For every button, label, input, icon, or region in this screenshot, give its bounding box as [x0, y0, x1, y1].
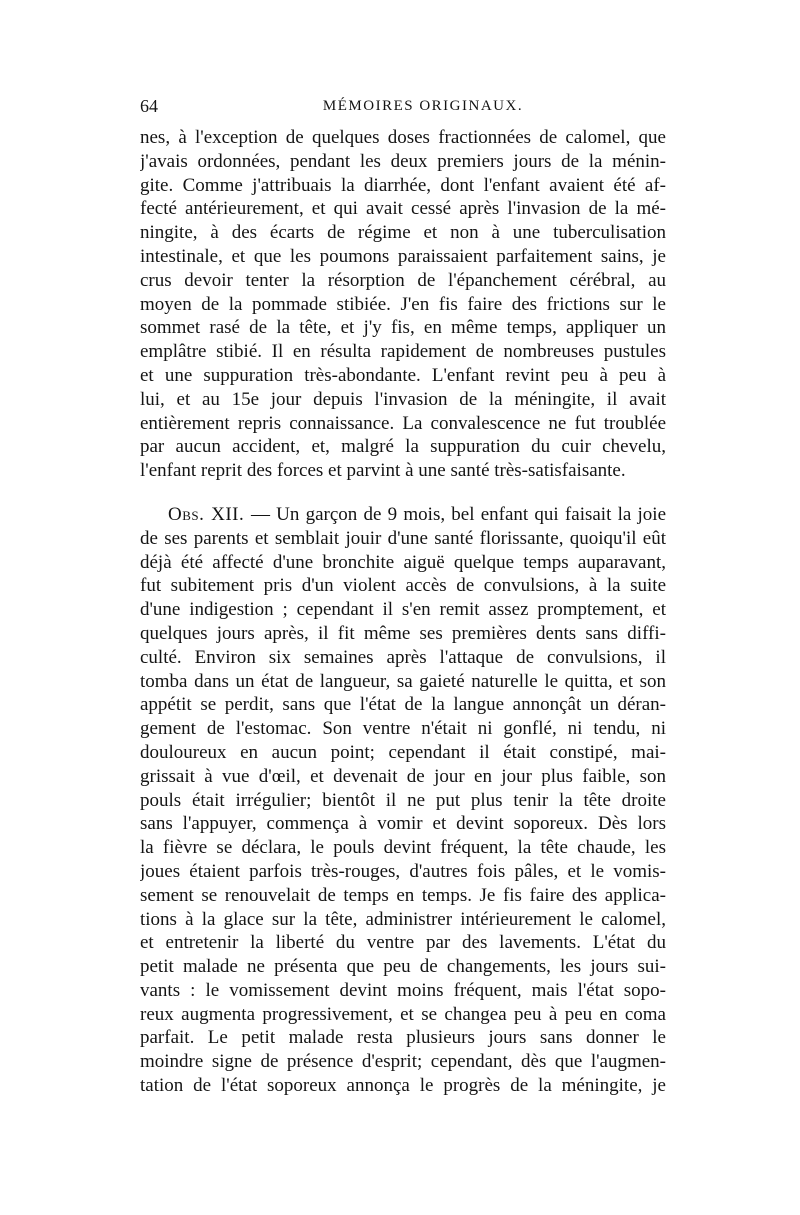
- text-line: et entretenir la liberté du ventre par des lavements. L'état du: [140, 932, 666, 954]
- text-line: entièrement repris connaissance. La convalescence ne fut troublée: [140, 412, 666, 434]
- observation-text: — Un garçon de 9 mois, bel enfant qui faisait la joie: [250, 503, 666, 525]
- text-line: [140, 503, 666, 527]
- text-line: et une suppuration très-abondante. L'enfant revint peu à peu à: [140, 364, 666, 386]
- text-line: culté. Environ six semaines après l'attaque de convulsions, il: [140, 646, 666, 668]
- text-line: crus devoir tenter la résorption de l'épanchement cérébral, au: [140, 269, 666, 291]
- text-line: parfait. Le petit malade resta plusieurs jours sans donner le: [140, 1027, 666, 1049]
- text-line: lui, et au 15e jour depuis l'invasion de la méningite, il avait: [140, 388, 666, 410]
- running-title: MÉMOIRES ORIGINAUX.: [322, 98, 524, 114]
- book-page: [140, 96, 666, 1098]
- text-line: tomba dans un état de langueur, sa gaieté naturelle le quitta, et son: [140, 670, 666, 692]
- text-line: emplâtre stibié. Il en résulta rapidement de nombreuses pustules: [140, 341, 666, 363]
- paragraph-1: [140, 126, 666, 483]
- text-line: déjà été affecté d'une bronchite aiguë quelque temps auparavant,: [140, 551, 666, 573]
- text-line: appétit se perdit, sans que l'état de la langue annonçât un déran-: [140, 694, 666, 716]
- text-line: petit malade ne présenta que peu de changements, les jours sui-: [140, 956, 666, 978]
- text-line: gement de l'estomac. Son ventre n'était ni gonflé, ni tendu, ni: [140, 718, 666, 740]
- text-line: tions à la glace sur la tête, administrer intérieurement le calomel,: [140, 908, 666, 930]
- text-line: l'enfant reprit des forces et parvint à une santé très-satisfaisante.: [140, 460, 626, 482]
- text-line: j'avais ordonnées, pendant les deux premiers jours de la ménin-: [140, 150, 666, 172]
- text-line: de ses parents et semblait jouir d'une santé florissante, quoiqu'il eût: [140, 527, 666, 549]
- page-header: [140, 96, 666, 126]
- text-line: sement se renouvelait de temps en temps. Je fis faire des applica-: [140, 884, 666, 906]
- text-line: sans l'appuyer, commença à vomir et devint soporeux. Dès lors: [140, 813, 666, 835]
- paragraph-observation-xii: [140, 503, 666, 1098]
- text-line: douloureux en aucun point; cependant il était constipé, mai-: [140, 741, 666, 763]
- text-line: d'une indigestion ; cependant il s'en remit assez promptement, et: [140, 599, 666, 621]
- page-number: 64: [140, 96, 158, 116]
- text-line: ningite, à des écarts de régime et non à une tuberculisation: [140, 222, 666, 244]
- text-line: reux augmenta progressivement, et se changea peu à peu en coma: [140, 1003, 666, 1025]
- text-line: tation de l'état soporeux annonça le progrès de la méningite, je: [140, 1075, 666, 1097]
- text-line: moyen de la pommade stibiée. J'en fis faire des frictions sur le: [140, 293, 666, 315]
- text-line: vants : le vomissement devint moins fréquent, mais l'état sopo-: [140, 979, 666, 1001]
- text-line: fut subitement pris d'un violent accès de convulsions, à la suite: [140, 575, 666, 597]
- text-line: grissait à vue d'œil, et devenait de jour en jour plus faible, son: [140, 765, 666, 787]
- text-line: gite. Comme j'attribuais la diarrhée, dont l'enfant avaient été af-: [140, 174, 666, 196]
- text-line: sommet rasé de la tête, et j'y fis, en même temps, appliquer un: [140, 317, 666, 339]
- text-line: fecté antérieurement, et qui avait cessé après l'invasion de la mé-: [140, 198, 666, 220]
- observation-label: Obs. XII.: [168, 503, 251, 525]
- text-line: par aucun accident, et, malgré la suppuration du cuir chevelu,: [140, 436, 666, 458]
- text-line: intestinale, et que les poumons paraissaient parfaitement sains, je: [140, 245, 666, 267]
- text-line: quelques jours après, il fit même ses premières dents sans diffi-: [140, 622, 666, 644]
- text-line: joues étaient parfois très-rouges, d'autres fois pâles, et le vomis-: [140, 860, 666, 882]
- text-line: nes, à l'exception de quelques doses fractionnées de calomel, que: [140, 127, 666, 148]
- text-line: moindre signe de présence d'esprit; cependant, dès que l'augmen-: [140, 1051, 666, 1073]
- text-line: la fièvre se déclara, le pouls devint fréquent, la tête chaude, les: [140, 837, 666, 859]
- text-line: pouls était irrégulier; bientôt il ne put plus tenir la tête droite: [140, 789, 666, 811]
